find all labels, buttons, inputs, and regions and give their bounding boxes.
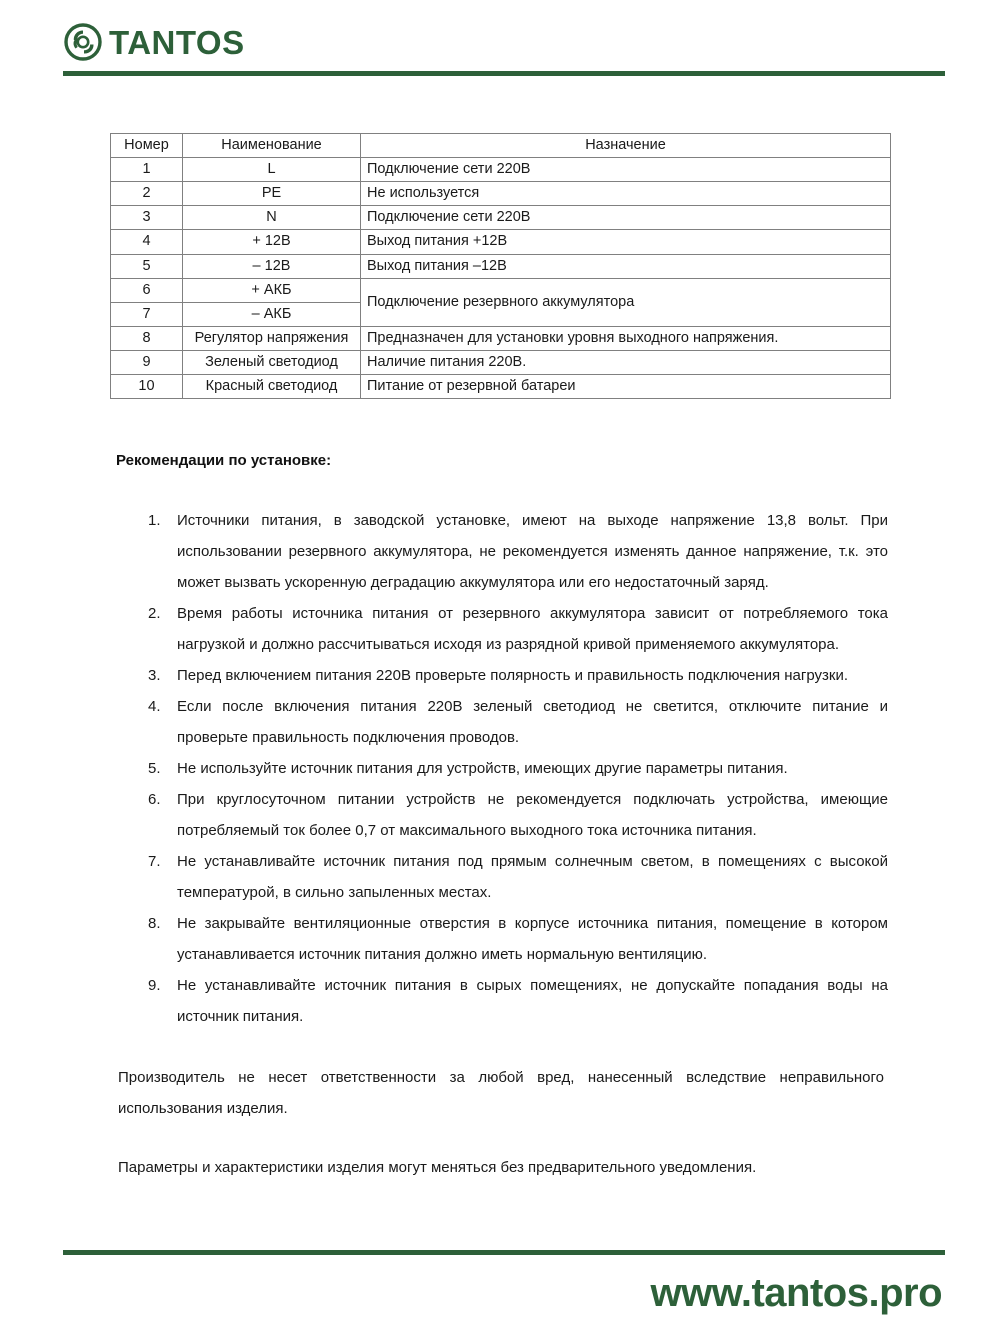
cell-number: 5 [111,254,183,278]
cell-number: 3 [111,206,183,230]
table-header-row [111,134,891,158]
list-item-text: Перед включением питания 220В проверьте полярность и правильность подключения нагрузки. [177,667,848,684]
list-item-number: 7. [148,853,161,870]
cell-purpose: Подключение сети 220В [361,206,891,230]
list-item-number: 5. [148,760,161,777]
table-row [111,254,891,278]
footer-website-url[interactable]: www.tantos.pro [650,1271,942,1315]
list-item [148,691,888,753]
list-item-number: 1. [148,512,161,529]
footer-divider-rule [63,1250,945,1255]
table-row [111,158,891,182]
column-header-designation: Наименование [183,134,361,158]
cell-designation: Красный светодиод [183,375,361,399]
list-item [148,784,888,846]
cell-purpose-merged: Подключение резервного аккумулятора [361,278,891,326]
table-row [111,278,891,302]
list-item [148,846,888,908]
cell-purpose: Выход питания +12В [361,230,891,254]
cell-purpose: Питание от резервной батареи [361,375,891,399]
list-item-number: 9. [148,977,161,994]
table-row [111,350,891,374]
cell-purpose: Выход питания –12В [361,254,891,278]
cell-designation: L [183,158,361,182]
list-item [148,598,888,660]
brand-name: TANTOS [109,23,245,61]
table-row [111,182,891,206]
cell-designation: + 12В [183,230,361,254]
table-row [111,230,891,254]
list-item-number: 4. [148,698,161,715]
list-item [148,505,888,598]
liability-disclaimer: Производитель не несет ответственности за любой вред, нанесенный вследствие неправильного использования изделия. [118,1069,884,1117]
cell-number: 4 [111,230,183,254]
header-divider-rule [63,71,945,76]
cell-number: 1 [111,158,183,182]
cell-number: 10 [111,375,183,399]
column-header-purpose: Назначение [361,134,891,158]
column-header-number: Номер [111,134,183,158]
cell-designation: Зеленый светодиод [183,350,361,374]
brand-logo [63,22,245,62]
recommendations-heading: Рекомендации по установке: [116,452,332,469]
cell-designation: PE [183,182,361,206]
list-item-text: Время работы источника питания от резервного аккумулятора зависит от потребляемого тока нагрузкой и должно рассчитываться исходя из разрядной кривой применяемого аккумулятора. [177,605,888,653]
cell-designation: + АКБ [183,278,361,302]
cell-purpose: Подключение сети 220В [361,158,891,182]
cell-designation: Регулятор напряжения [183,326,361,350]
list-item [148,753,888,784]
cell-purpose: Наличие питания 220В. [361,350,891,374]
list-item-text: Не устанавливайте источник питания в сырых помещениях, не допускайте попадания воды на источник питания. [177,977,888,1025]
cell-number: 9 [111,350,183,374]
specs-change-notice: Параметры и характеристики изделия могут меняться без предварительного уведомления. [118,1159,757,1176]
list-item-text: Если после включения питания 220В зеленый светодиод не светится, отключите питание и проверьте правильность подключения проводов. [177,698,888,746]
list-item-text: Не устанавливайте источник питания под прямым солнечным светом, в помещениях с высокой температурой, в сильно запыленных местах. [177,853,888,901]
cell-number: 6 [111,278,183,302]
list-item-number: 8. [148,915,161,932]
cell-designation: – 12В [183,254,361,278]
cell-number: 2 [111,182,183,206]
list-item [148,908,888,970]
cell-number: 8 [111,326,183,350]
tantos-circular-arrows-logo-icon [63,22,103,62]
list-item-text: Источники питания, в заводской установке, имеют на выходе напряжение 13,8 вольт. При использовании резервного аккумулятора, не рекомендуется изменять данное напряжение, т.к. это может вызвать ускоренную деградацию аккумулятора или его недостаточный заряд. [177,512,888,591]
table-row [111,375,891,399]
list-item [148,970,888,1032]
recommendations-list [148,505,888,1032]
list-item-number: 2. [148,605,161,622]
list-item [148,660,888,691]
list-item-text: Не используйте источник питания для устройств, имеющих другие параметры питания. [177,760,788,777]
table-row [111,206,891,230]
table-row [111,326,891,350]
cell-purpose: Не используется [361,182,891,206]
list-item-number: 6. [148,791,161,808]
page-header [0,0,1000,86]
cell-purpose: Предназначен для установки уровня выходного напряжения. [361,326,891,350]
list-item-text: Не закрывайте вентиляционные отверстия в корпусе источника питания, помещение в котором устанавливается источник питания должно иметь нормальную вентиляцию. [177,915,888,963]
list-item-number: 3. [148,667,161,684]
terminal-assignment-table [110,133,891,399]
cell-designation: – АКБ [183,302,361,326]
list-item-text: При круглосуточном питании устройств не рекомендуется подключать устройства, имеющие потребляемый ток более 0,7 от максимального выходного тока источника питания. [177,791,888,839]
cell-number: 7 [111,302,183,326]
cell-designation: N [183,206,361,230]
